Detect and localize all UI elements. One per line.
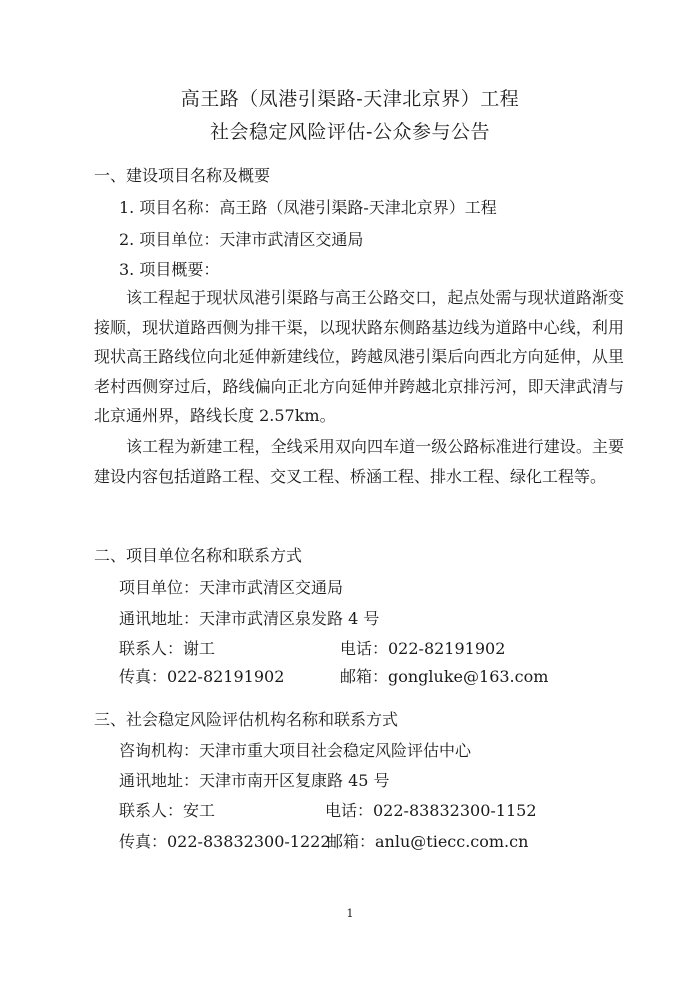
project-name: 1. 项目名称：高王路（凤港引渠路-天津北京界）工程 xyxy=(119,198,497,217)
agency-phone: 电话：022-83832300-1152 xyxy=(325,801,537,820)
project-unit: 2. 项目单位：天津市武清区交通局 xyxy=(119,230,364,249)
unit-email: 邮箱：gongluke@163.com xyxy=(340,667,549,686)
overview-paragraph-1: 该工程起于现状凤港引渠路与高王公路交口，起点处需与现状道路渐变接顺，现状道路西侧为排干渠，以现状路东侧路基边线为道路中心线，利用现状高王路线位向北延伸新建线位，跨越凤港引渠后向西北方向延伸，从里老村西侧穿过后，路线偏向正北方向延伸并跨越北京排污河，即天津武清与北京通州界，路线长度 2.57km。 xyxy=(94,288,624,425)
agency-contact: 联系人：安工 xyxy=(119,801,216,820)
agency-fax: 传真：022-83832300-1222 xyxy=(119,832,331,851)
overview-paragraph-2: 该工程为新建工程，全线采用双向四车道一级公路标准进行建设。主要建设内容包括道路工程、交叉工程、桥涵工程、排水工程、绿化工程等。 xyxy=(94,437,624,486)
project-overview-label: 3. 项目概要： xyxy=(119,260,220,279)
page-number: 1 xyxy=(346,907,354,920)
title-line-2: 社会稳定风险评估-公众参与公告 xyxy=(210,121,490,143)
unit-name: 项目单位：天津市武清区交通局 xyxy=(119,578,344,597)
unit-fax: 传真：022-82191902 xyxy=(119,667,285,686)
agency-email: 邮箱：anlu@tiecc.com.cn xyxy=(327,832,529,851)
section3-heading: 三、社会稳定风险评估机构名称和联系方式 xyxy=(94,710,399,729)
section2-heading: 二、项目单位名称和联系方式 xyxy=(94,546,303,565)
title-line-1: 高王路（凤港引渠路-天津北京界）工程 xyxy=(180,88,520,110)
section1-heading: 一、建设项目名称及概要 xyxy=(94,166,271,185)
agency-address: 通讯地址：天津市南开区复康路 45 号 xyxy=(119,771,390,790)
unit-address: 通讯地址：天津市武清区泉发路 4 号 xyxy=(119,609,380,628)
unit-contact: 联系人：谢工 xyxy=(119,639,216,658)
agency-name: 咨询机构：天津市重大项目社会稳定风险评估中心 xyxy=(119,741,472,760)
unit-phone: 电话：022-82191902 xyxy=(340,639,506,658)
